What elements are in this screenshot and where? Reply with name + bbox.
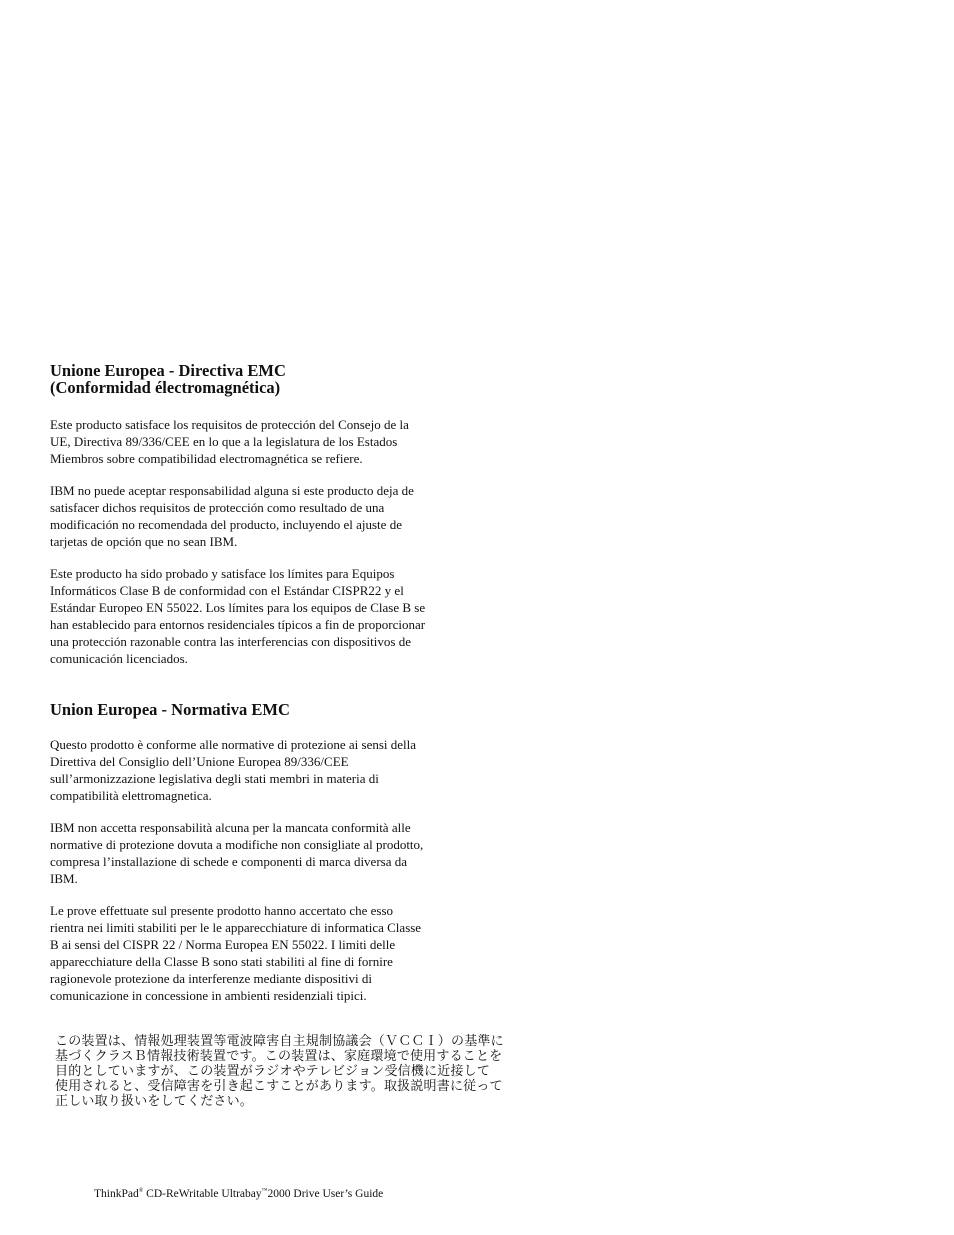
- text-line: compatibilità elettromagnetica.: [50, 788, 212, 803]
- text-line: 正しい取り扱いをしてください。: [55, 1094, 254, 1109]
- text-line: B ai sensi del CISPR 22 / Norma Europea EN 55022. I limiti delle: [50, 937, 396, 952]
- text-line: Este producto ha sido probado y satisface los límites para Equipos: [50, 566, 395, 581]
- text-line: compresa l’installazione di schede e componenti di marca diversa da: [50, 854, 407, 869]
- text-line: rientra nei limiti stabiliti per le le apparecchiature di informatica Classe: [50, 920, 422, 935]
- trademark-mark: ™: [261, 1188, 268, 1194]
- text-line: IBM no puede aceptar responsabilidad alguna si este producto deja de: [50, 483, 414, 498]
- text-line: UE, Directiva 89/336/CEE en lo que a la legislatura de los Estados: [50, 434, 398, 449]
- text-line: satisfacer dichos requisitos de protección como resultado de una: [50, 500, 385, 515]
- main-content: [50, 362, 470, 1019]
- paragraph: [50, 902, 470, 1004]
- paragraph: [50, 736, 470, 804]
- section-heading-eu-normativa-emc: Union Europea - Normativa EMC: [50, 700, 290, 719]
- vcci-japanese-notice: [55, 1034, 535, 1109]
- paragraph: [50, 565, 470, 667]
- text-line: ragionevole protezione da interferenze mediante dispositivi di: [50, 971, 372, 986]
- text-line: Questo prodotto è conforme alle normative di protezione ai sensi della: [50, 737, 417, 752]
- text-line: 使用されると、受信障害を引き起こすことがあります。取扱説明書に従って: [55, 1079, 503, 1094]
- text-line: apparecchiature della Classe B sono stati stabiliti al fine di fornire: [50, 954, 393, 969]
- paragraph: [50, 482, 470, 550]
- text-line: una protección razonable contra las interferencias con dispositivos de: [50, 634, 411, 649]
- text-line: normative di protezione dovuta a modifiche non consigliate al prodotto,: [50, 837, 424, 852]
- text-line: Le prove effettuate sul presente prodotto hanno accertato che esso: [50, 903, 394, 918]
- heading-line: (Conformidad électromagnética): [50, 378, 281, 397]
- text-line: IBM non accetta responsabilità alcuna per la mancata conformità alle: [50, 820, 411, 835]
- footer-product: CD-ReWritable Ultrabay: [143, 1188, 262, 1200]
- text-line: Informáticos Clase B de conformidad con el Estándar CISPR22 y el: [50, 583, 404, 598]
- text-line: IBM.: [50, 871, 78, 886]
- registered-mark: ®: [138, 1188, 144, 1194]
- text-line: Miembros sobre compatibilidad electromagnética se refiere.: [50, 451, 363, 466]
- text-line: comunicación licenciados.: [50, 651, 188, 666]
- text-line: modificación no recomendada del producto, incluyendo el ajuste de: [50, 517, 402, 532]
- paragraph: [50, 416, 470, 467]
- text-line: 目的としていますが、この装置がラジオやテレビジョン受信機に近接して: [55, 1064, 491, 1079]
- footer-title: 2000 Drive User’s Guide: [267, 1188, 384, 1200]
- text-line: han establecido para entornos residenciales típicos a fin de proporcionar: [50, 617, 426, 632]
- footer-product: ThinkPad: [94, 1188, 139, 1200]
- paragraph: [50, 819, 470, 887]
- text-line: tarjetas de opción que no sean IBM.: [50, 534, 238, 549]
- text-line: Estándar Europeo EN 55022. Los límites para los equipos de Clase B se: [50, 600, 426, 615]
- text-line: Este producto satisface los requisitos de protección del Consejo de la: [50, 417, 409, 432]
- text-line: 基づくクラスＢ情報技術装置です。この装置は、家庭環境で使用することを: [55, 1049, 503, 1064]
- text-line: この装置は、情報処理装置等電波障害自主規制協議会（ＶＣＣＩ）の基準に: [55, 1034, 504, 1049]
- text-line: comunicazione in concessione in ambienti residenziali tipici.: [50, 988, 367, 1003]
- section-heading-eu-directiva-emc: [50, 362, 470, 396]
- text-line: Direttiva del Consiglio dell’Unione Europea 89/336/CEE: [50, 754, 349, 769]
- page-footer: [94, 1184, 383, 1201]
- text-line: sull’armonizzazione legislativa degli stati membri in materia di: [50, 771, 379, 786]
- heading-line: Unione Europea - Directiva EMC: [50, 361, 286, 380]
